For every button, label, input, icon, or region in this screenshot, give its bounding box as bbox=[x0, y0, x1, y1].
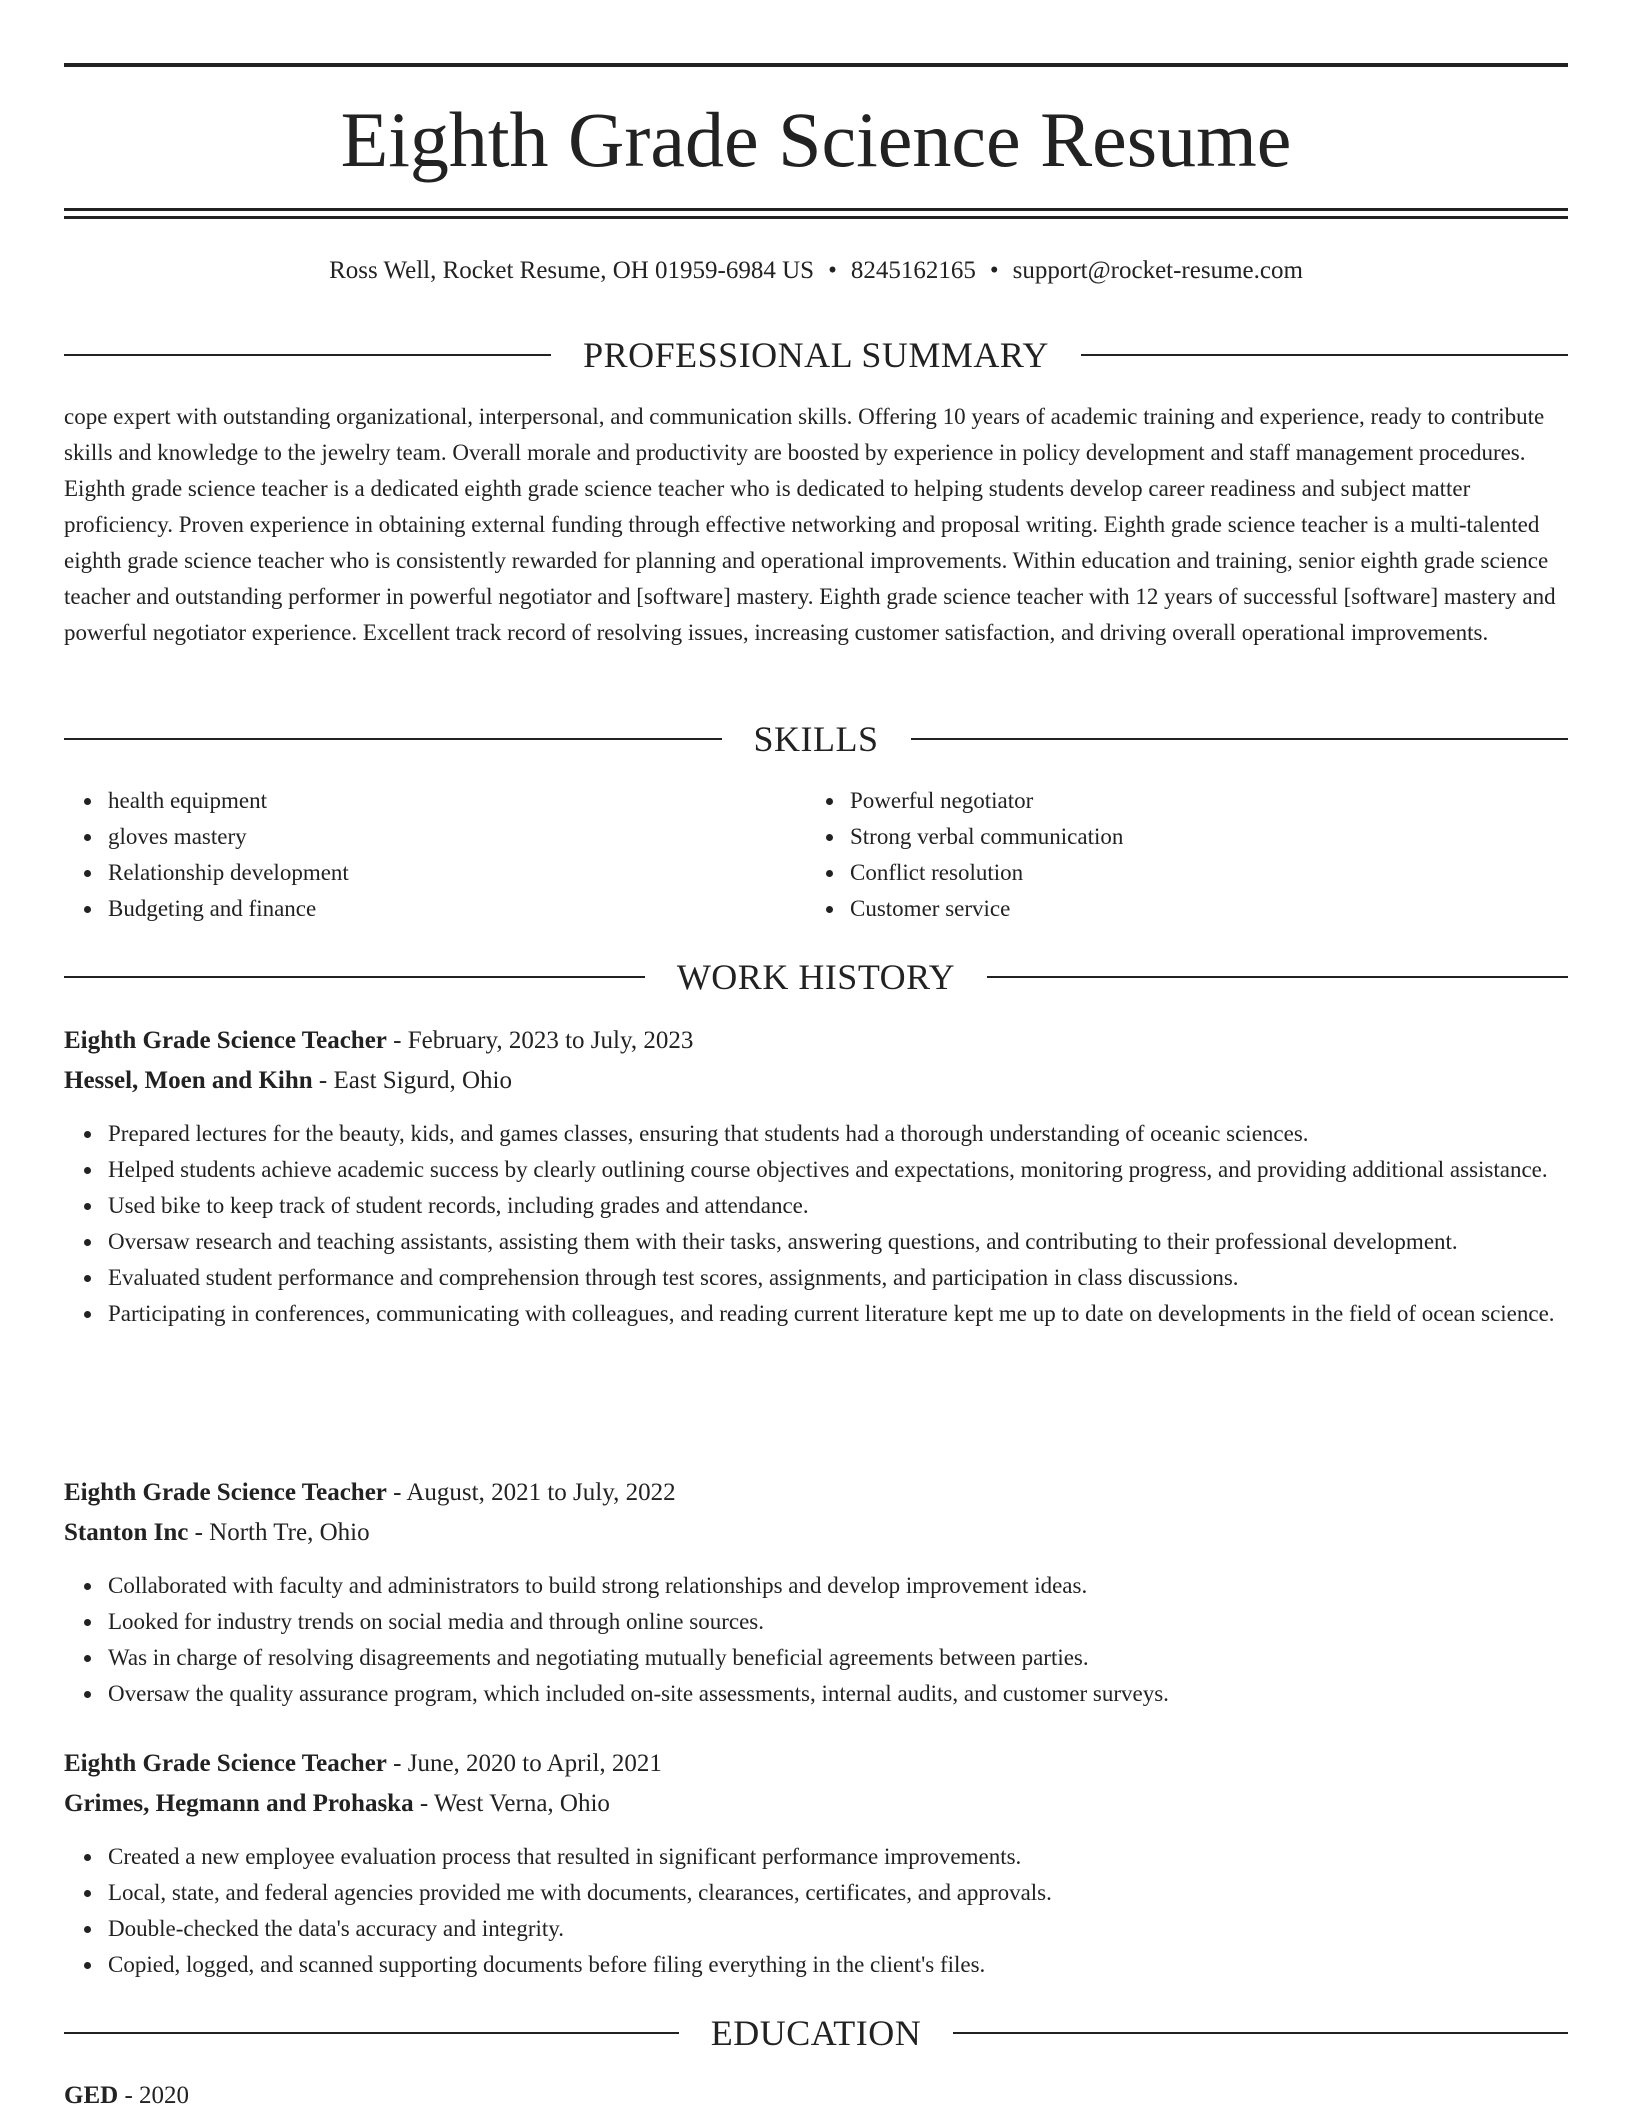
page-title: Eighth Grade Science Resume bbox=[340, 96, 1292, 183]
job-bullet: Used bike to keep track of student records, including grades and attendance. bbox=[108, 1188, 1568, 1224]
skill-item: Relationship development bbox=[108, 855, 349, 891]
skills-list-right bbox=[850, 783, 1123, 927]
skill-item: gloves mastery bbox=[108, 819, 349, 855]
job-company-line bbox=[64, 1786, 610, 1822]
skills-list-left bbox=[108, 783, 349, 927]
job-company: Grimes, Hegmann and Prohaska bbox=[64, 1790, 414, 1817]
job-bullets bbox=[108, 1116, 1568, 1332]
section-rule bbox=[64, 354, 551, 356]
education-year: - 2020 bbox=[118, 2082, 190, 2109]
job-title: Eighth Grade Science Teacher bbox=[64, 1479, 387, 1506]
job-bullet: Copied, logged, and scanned supporting documents before filing everything in the client's files. bbox=[108, 1947, 1568, 1983]
education-line bbox=[64, 2078, 189, 2114]
job-bullet: Looked for industry trends on social media and through online sources. bbox=[108, 1604, 1568, 1640]
skill-item: Strong verbal communication bbox=[850, 819, 1123, 855]
section-title-education: EDUCATION bbox=[710, 2013, 922, 2053]
section-header-skills bbox=[64, 717, 1568, 761]
job-company-line bbox=[64, 1063, 512, 1099]
job-bullet: Evaluated student performance and comprehension through test scores, assignments, and participation in class discussions. bbox=[108, 1260, 1568, 1296]
job-dates: - June, 2020 to April, 2021 bbox=[386, 1750, 662, 1777]
contact-separator: • bbox=[989, 257, 999, 284]
title-rule-lower bbox=[64, 216, 1568, 219]
job-bullet: Double-checked the data's accuracy and integrity. bbox=[108, 1911, 1568, 1947]
summary-text: cope expert with outstanding organizational, interpersonal, and communication skills. Offering 10 years of academic training and experience, ready to contribute skills and knowledge to the jewelry team. Overall morale and productivity are boosted by experience in policy development and staff management procedures. Eighth grade science teacher is a dedicated eighth grade science teacher who is dedicated to helping students develop career readiness and subject matter proficiency. Proven experience in obtaining external funding through effective networking and proposal writing. Eighth grade science teacher is a multi-talented eighth grade science teacher who is consistently rewarded for planning and operational improvements. Within education and training, senior eighth grade science teacher and outstanding performer in powerful negotiator and [software] mastery. Eighth grade science teacher with 12 years of successful [software] mastery and powerful negotiator experience. Excellent track record of resolving issues, increasing customer satisfaction, and driving overall operational improvements. bbox=[64, 404, 1556, 645]
section-title-work-history: WORK HISTORY bbox=[676, 957, 956, 997]
job-bullet: Collaborated with faculty and administrators to build strong relationships and develop improvement ideas. bbox=[108, 1568, 1568, 1604]
job-company: Hessel, Moen and Kihn bbox=[64, 1067, 313, 1094]
job-location: - West Verna, Ohio bbox=[413, 1790, 610, 1817]
job-bullets bbox=[108, 1568, 1568, 1712]
contact-separator: • bbox=[828, 257, 837, 284]
contact-address: Ross Well, Rocket Resume, OH 01959-6984 US bbox=[329, 257, 815, 284]
skill-item: Powerful negotiator bbox=[850, 783, 1123, 819]
section-rule bbox=[953, 2032, 1568, 2034]
job-bullet: Local, state, and federal agencies provided me with documents, clearances, certificates, and approvals. bbox=[108, 1875, 1568, 1911]
job-bullets bbox=[108, 1839, 1568, 1983]
section-rule bbox=[64, 738, 722, 740]
job-bullet: Created a new employee evaluation process that resulted in significant performance improvements. bbox=[108, 1839, 1568, 1875]
section-header-education bbox=[64, 2011, 1568, 2055]
section-header-work-history bbox=[64, 955, 1568, 999]
section-rule bbox=[987, 976, 1568, 978]
contact-email[interactable]: support@rocket-resume.com bbox=[1012, 257, 1303, 284]
job-bullet: Was in charge of resolving disagreements and negotiating mutually beneficial agreements between parties. bbox=[108, 1640, 1568, 1676]
section-rule bbox=[64, 2032, 679, 2034]
job-location: - North Tre, Ohio bbox=[188, 1519, 370, 1546]
job-company: Stanton Inc bbox=[64, 1519, 189, 1546]
job-title: Eighth Grade Science Teacher bbox=[64, 1750, 387, 1777]
section-rule bbox=[64, 976, 645, 978]
title-rule-upper bbox=[64, 208, 1568, 211]
section-title-summary: PROFESSIONAL SUMMARY bbox=[583, 335, 1049, 375]
section-rule bbox=[911, 738, 1569, 740]
job-title: Eighth Grade Science Teacher bbox=[64, 1027, 387, 1054]
top-rule bbox=[64, 63, 1568, 67]
job-dates: - August, 2021 to July, 2022 bbox=[386, 1479, 676, 1506]
job-title-line bbox=[64, 1746, 662, 1782]
contact-line bbox=[64, 254, 1568, 288]
contact-phone: 8245162165 bbox=[850, 257, 976, 284]
job-bullet: Helped students achieve academic success by clearly outlining course objectives and expectations, monitoring progress, and providing additional assistance. bbox=[108, 1152, 1568, 1188]
skill-item: Customer service bbox=[850, 891, 1123, 927]
section-rule bbox=[1081, 354, 1568, 356]
job-bullet: Oversaw research and teaching assistants, assisting them with their tasks, answering questions, and contributing to their professional development. bbox=[108, 1224, 1568, 1260]
section-title-skills: SKILLS bbox=[753, 719, 879, 759]
job-bullet: Participating in conferences, communicating with colleagues, and reading current literature kept me up to date on developments in the field of ocean science. bbox=[108, 1296, 1568, 1332]
job-title-line bbox=[64, 1475, 676, 1511]
skill-item: Budgeting and finance bbox=[108, 891, 349, 927]
job-dates: - February, 2023 to July, 2023 bbox=[386, 1027, 694, 1054]
job-bullet: Oversaw the quality assurance program, which included on-site assessments, internal audits, and customer surveys. bbox=[108, 1676, 1568, 1712]
job-location: - East Sigurd, Ohio bbox=[312, 1067, 512, 1094]
skill-item: Conflict resolution bbox=[850, 855, 1123, 891]
section-header-summary bbox=[64, 333, 1568, 377]
education-degree: GED bbox=[64, 2082, 119, 2109]
skill-item: health equipment bbox=[108, 783, 349, 819]
job-bullet: Prepared lectures for the beauty, kids, and games classes, ensuring that students had a thorough understanding of oceanic sciences. bbox=[108, 1116, 1568, 1152]
job-company-line bbox=[64, 1515, 370, 1551]
job-title-line bbox=[64, 1023, 693, 1059]
